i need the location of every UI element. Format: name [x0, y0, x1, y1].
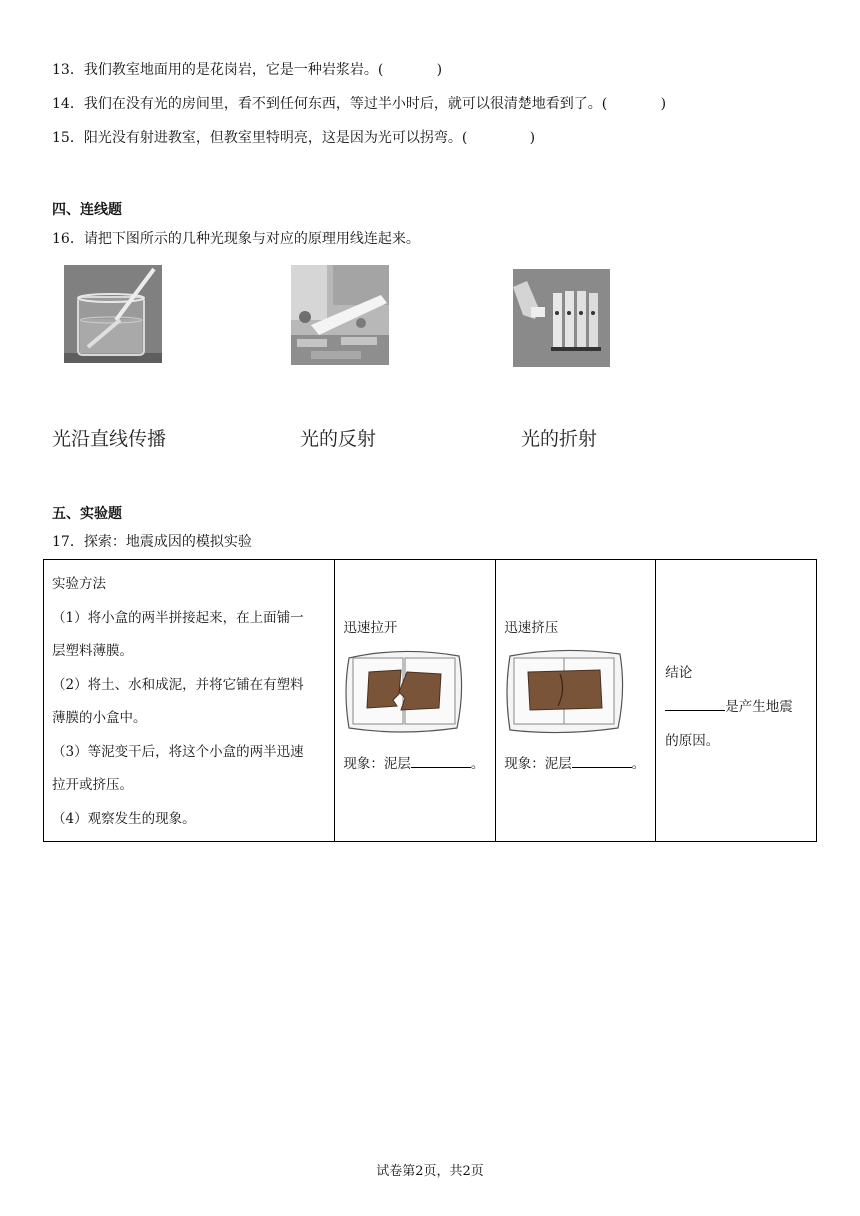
- pull-apart-observation: 现象：泥层 。: [335, 752, 495, 772]
- pull-apart-title: 迅速拉开: [343, 620, 398, 636]
- principle-refraction: 光的折射: [521, 428, 598, 450]
- method-line: （3）等泥变干后，将这个小盒的两半迅速: [52, 743, 304, 760]
- method-cell: [44, 560, 335, 842]
- question-14: 14．我们在没有光的房间里，看不到任何东西，等过半小时后，就可以很清楚地看到了。( ): [52, 96, 667, 112]
- section-4-title: 四、连线题: [52, 202, 122, 218]
- method-line: 薄膜的小盒中。: [52, 710, 147, 726]
- compress-title: 迅速挤压: [504, 620, 559, 636]
- question-15: 15．阳光没有射进教室，但教室里特明亮，这是因为光可以拐弯。( ): [52, 130, 536, 146]
- pull-apart-image: [343, 644, 463, 734]
- question-16: 16．请把下图所示的几种光现象与对应的原理用线连起来。: [52, 231, 420, 247]
- principle-reflection: 光的反射: [300, 428, 377, 450]
- compress-cell: [496, 560, 656, 842]
- answer-blank[interactable]: [665, 696, 725, 711]
- principle-straight-line: 光沿直线传播: [52, 428, 167, 450]
- conclusion-title: 结论: [665, 665, 693, 681]
- method-line: （2）将土、水和成泥，并将它铺在有塑料: [52, 676, 304, 693]
- method-title: 实验方法: [52, 576, 106, 592]
- pencil-in-water-image: [64, 265, 162, 363]
- classroom-light-image: [291, 265, 389, 365]
- answer-blank[interactable]: [572, 753, 632, 768]
- pull-apart-cell: [335, 560, 496, 842]
- compress-image: [504, 644, 624, 734]
- section-5-title: 五、实验题: [52, 506, 122, 522]
- page-footer: 试卷第2页，共2页: [376, 1164, 484, 1179]
- cards-flashlight-image: [513, 269, 610, 367]
- conclusion-line: 的原因。: [665, 733, 720, 749]
- experiment-table: [43, 559, 817, 842]
- compress-observation: 现象：泥层 。: [496, 752, 655, 772]
- answer-blank[interactable]: [411, 753, 471, 768]
- question-13: 13．我们教室地面用的是花岗岩，它是一种岩浆岩。( ): [52, 62, 443, 78]
- method-line: （4）观察发生的现象。: [52, 810, 196, 827]
- method-line: 拉开或挤压。: [52, 777, 133, 793]
- method-line: 层塑料薄膜。: [52, 643, 133, 659]
- question-17: 17．探索：地震成因的模拟实验: [52, 534, 252, 550]
- conclusion-cell: 结论 是产生地震 的原因。: [656, 560, 817, 842]
- method-line: （1）将小盒的两半拼接起来，在上面铺一: [52, 609, 304, 626]
